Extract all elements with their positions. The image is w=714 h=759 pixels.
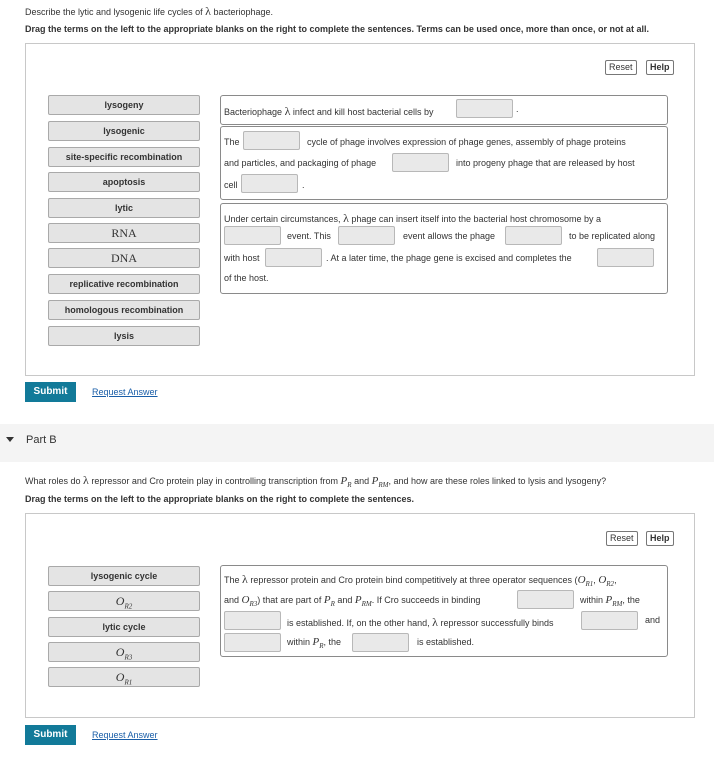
s2-blank-3[interactable] bbox=[241, 174, 298, 193]
partA-question: Describe the lytic and lysogenic life cycles of λ bacteriophage. bbox=[25, 4, 273, 18]
term-or1[interactable]: $O_{R1}$ bbox=[48, 667, 200, 687]
s1-text-c: . bbox=[516, 104, 519, 114]
partA-help-button[interactable]: Help bbox=[646, 60, 674, 75]
partB-instruction: Drag the terms on the left to the appropriate blanks on the right to complete the sentences. bbox=[25, 494, 415, 504]
partB-header[interactable] bbox=[0, 424, 714, 462]
s3-blank-4[interactable] bbox=[265, 248, 322, 267]
pb-blank-3[interactable] bbox=[581, 611, 638, 630]
s3-blank-2[interactable] bbox=[338, 226, 395, 245]
partA-request-answer-link[interactable]: Request Answer bbox=[92, 387, 158, 397]
s3-text-h: of the host. bbox=[224, 273, 269, 283]
term-homologous-recombination[interactable]: homologous recombination bbox=[48, 300, 200, 320]
term-lysis[interactable]: lysis bbox=[48, 326, 200, 346]
s2-text-f: . bbox=[302, 180, 305, 190]
term-dna[interactable]: DNA bbox=[48, 248, 200, 268]
term-lysogeny[interactable]: lysogeny bbox=[48, 95, 200, 115]
s3-text-g: . At a later time, the phage gene is excised and completes the bbox=[326, 253, 572, 263]
partB-help-button[interactable]: Help bbox=[646, 531, 674, 546]
term-replicative-recombination[interactable]: replicative recombination bbox=[48, 274, 200, 294]
s3-text-d: event allows the phage bbox=[403, 231, 496, 241]
pb-text-line1: The λ repressor protein and Cro protein bind competitively at three operator sequences ($O_{R1}$, $O_{R2}$, bbox=[224, 572, 617, 589]
term-or3[interactable]: $O_{R3}$ bbox=[48, 642, 200, 662]
s2-text-b: cycle of phage involves expression of phage genes, assembly of phage proteins bbox=[307, 137, 626, 147]
s3-blank-3[interactable] bbox=[505, 226, 562, 245]
partB-submit-button[interactable]: Submit bbox=[25, 725, 76, 745]
pb-blank-2[interactable] bbox=[224, 611, 281, 630]
term-rna[interactable]: RNA bbox=[48, 223, 200, 243]
term-lysogenic-cycle[interactable]: lysogenic cycle bbox=[48, 566, 200, 586]
s2-text-a: The bbox=[224, 137, 240, 147]
pb-text-line4: within $P_R$, the bbox=[287, 636, 342, 651]
partA-instruction: Drag the terms on the left to the appropriate blanks on the right to complete the sentences. Terms can be used once, more than once, or not at all. bbox=[25, 24, 649, 34]
s3-blank-1[interactable] bbox=[224, 226, 281, 245]
s3-text-f: with host bbox=[224, 253, 260, 263]
s1-blank-1[interactable] bbox=[456, 99, 513, 118]
term-or2[interactable]: $O_{R2}$ bbox=[48, 591, 200, 611]
pb-text-line3: is established. If, on the other hand, λ repressor successfully binds bbox=[287, 615, 554, 629]
pb-text-k: and bbox=[645, 615, 661, 625]
partA-reset-button[interactable]: Reset bbox=[605, 60, 637, 75]
s3-text-c: event. This bbox=[287, 231, 331, 241]
term-lytic-cycle[interactable]: lytic cycle bbox=[48, 617, 200, 637]
s3-blank-5[interactable] bbox=[597, 248, 654, 267]
term-site-specific-recombination[interactable]: site-specific recombination bbox=[48, 147, 200, 167]
s3-text-a: Under certain circumstances, λ phage can insert itself into the bacterial host chromosome by a bbox=[224, 211, 602, 225]
pb-blank-5[interactable] bbox=[352, 633, 409, 652]
s2-text-e: cell bbox=[224, 180, 238, 190]
term-lysogenic[interactable]: lysogenic bbox=[48, 121, 200, 141]
term-apoptosis[interactable]: apoptosis bbox=[48, 172, 200, 192]
partA-submit-button[interactable]: Submit bbox=[25, 382, 76, 402]
partB-question: What roles do λ repressor and Cro protein play in controlling transcription from $P_R$ and $P_{RM}$, and how are these roles linked to lysis and lysogeny? bbox=[25, 473, 607, 490]
pb-text-line2b: within $P_{RM}$, the bbox=[580, 594, 640, 609]
partB-request-answer-link[interactable]: Request Answer bbox=[92, 730, 158, 740]
partB-reset-button[interactable]: Reset bbox=[606, 531, 638, 546]
s2-text-c: and particles, and packaging of phage bbox=[224, 158, 377, 168]
s3-text-e: to be replicated along bbox=[569, 231, 656, 241]
pb-text-line2: and $O_{R3}$) that are part of $P_R$ and $P_{RM}$. If Cro succeeds in binding bbox=[224, 594, 481, 609]
term-lytic[interactable]: lytic bbox=[48, 198, 200, 218]
pb-blank-4[interactable] bbox=[224, 633, 281, 652]
s2-blank-2[interactable] bbox=[392, 153, 449, 172]
collapse-triangle-icon[interactable] bbox=[6, 437, 14, 442]
partB-title: Part B bbox=[26, 434, 57, 446]
s1-text-a: Bacteriophage λ infect and kill host bacterial cells by bbox=[224, 104, 434, 118]
pb-text-n: is established. bbox=[417, 637, 475, 647]
s2-blank-1[interactable] bbox=[243, 131, 300, 150]
pb-blank-1[interactable] bbox=[517, 590, 574, 609]
s2-text-d: into progeny phage that are released by host bbox=[456, 158, 635, 168]
